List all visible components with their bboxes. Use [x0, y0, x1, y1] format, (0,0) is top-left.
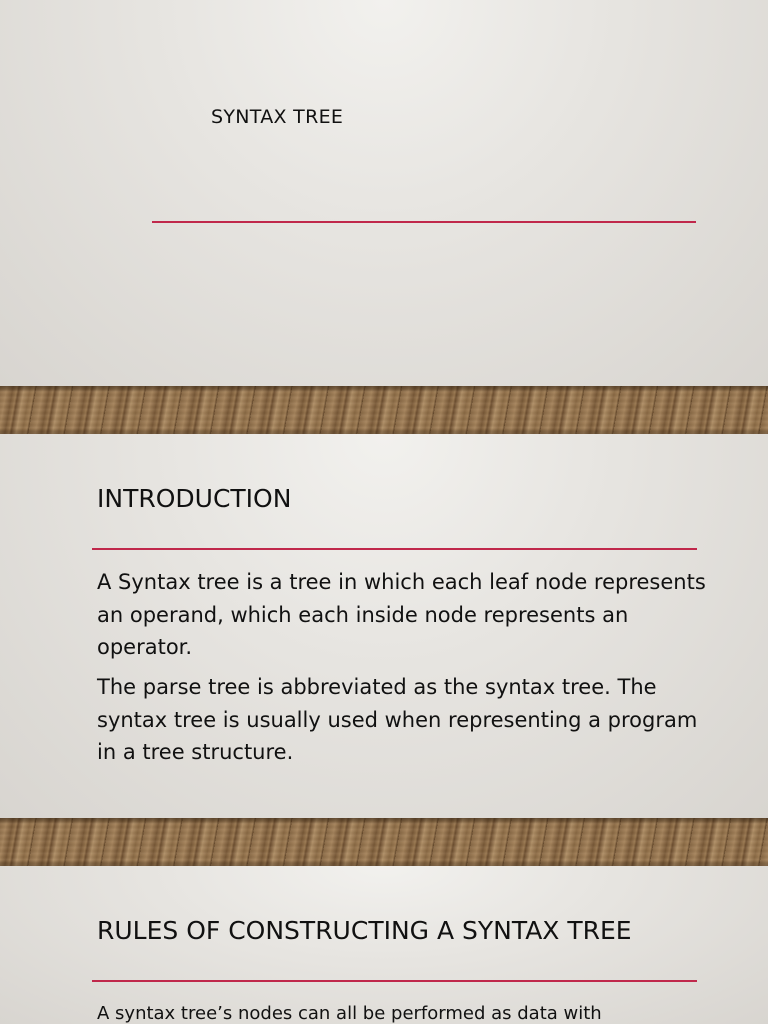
- wood-floor-divider: [0, 386, 768, 434]
- body-paragraph: The parse tree is abbreviated as the syntax tree. The syntax tree is usually used when representing a program in a tree structure.: [97, 675, 698, 764]
- body-paragraph: A Syntax tree is a tree in which each leaf node represents an operand, which each inside node represents an operator.: [97, 570, 706, 659]
- slide-heading: INTRODUCTION: [97, 484, 292, 513]
- slide-1: [0, 0, 768, 386]
- slide-3: [0, 866, 768, 1024]
- slide-title: SYNTAX TREE: [211, 106, 344, 128]
- slide-heading: RULES OF CONSTRUCTING A SYNTAX TREE: [97, 916, 632, 945]
- wood-floor-divider: [0, 818, 768, 866]
- body-paragraph: A syntax tree’s nodes can all be performed as data with: [97, 1003, 602, 1024]
- slide-2: [0, 434, 768, 818]
- title-divider: [152, 221, 696, 223]
- heading-divider: [92, 548, 697, 550]
- heading-divider: [92, 980, 697, 982]
